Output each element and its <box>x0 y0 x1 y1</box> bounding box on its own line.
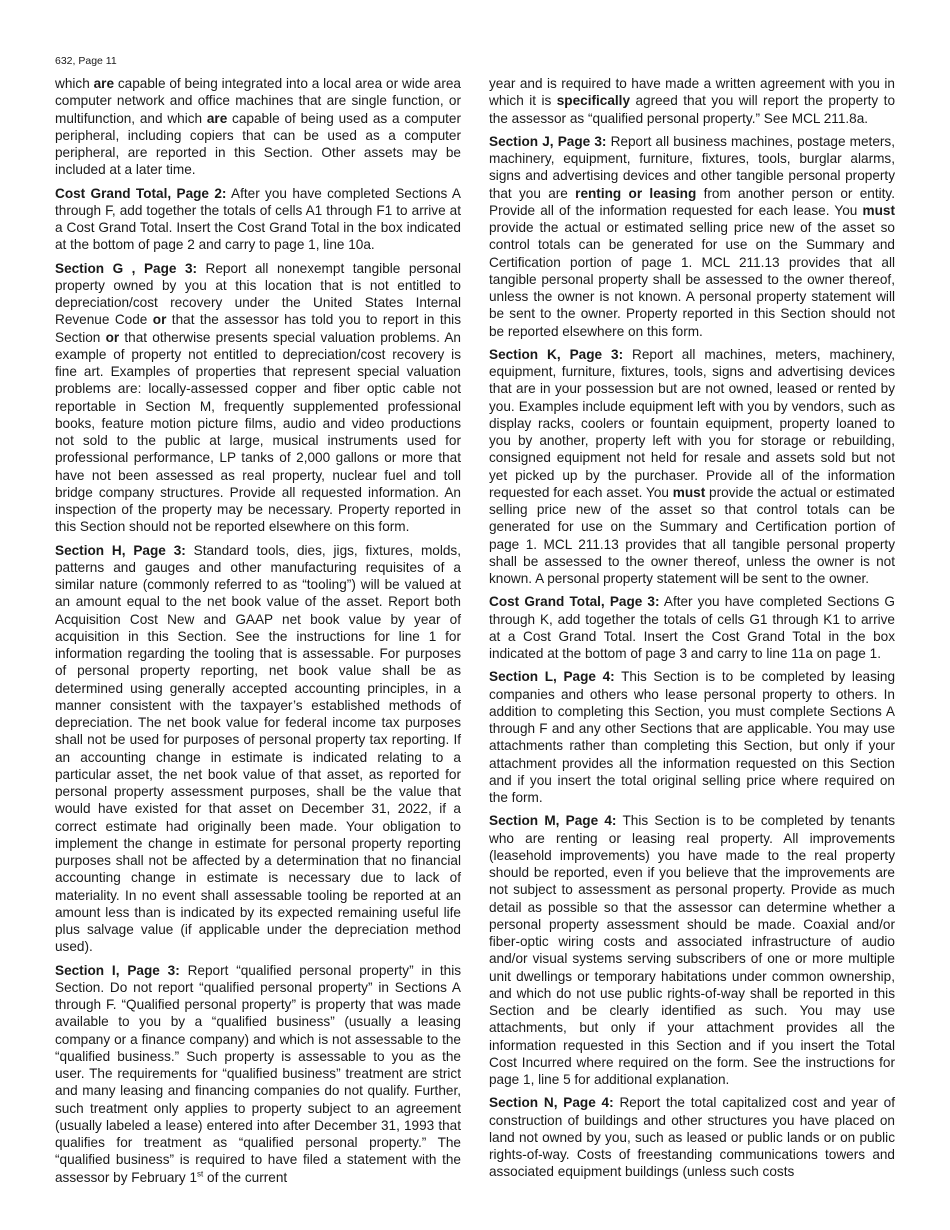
paragraph-section-m: Section M, Page 4: This Section is to be completed by tenants who are renting or leasing real property. All improvements (leasehold improvements) you have made to the real property should be reported, even if you believe that the improvements are not subject to assessment as personal property. Provide as much detail as possible so that the assessor can determine whether a personal property assessment should be made. Coaxial and/or fiber-optic wiring costs and associated infrastructure of audio and/or visual systems serving subscribers of one or more multiple unit dwellings or temporary habitations under common ownership, and which do not use public rights-of-way shall be reported in this Section and be clearly identified as such. You may use attachments, but only if your attachment provides all the information requested in this Section and if you insert the Total Cost Incurred where required on the form. See the instructions for page 1, line 5 for additional explanation. <box>489 813 896 1087</box>
section-heading: Section J, Page 3: <box>489 133 607 149</box>
section-heading: Section I, Page 3: <box>55 962 180 978</box>
section-heading: Cost Grand Total, Page 2: <box>55 185 227 201</box>
paragraph-section-h: Section H, Page 3: Standard tools, dies, jigs, fixtures, molds, patterns and gauges and other manufacturing requisites of a similar nature (commonly referred to as “tooling”) will be valued at an amount equal to the net book value of the asset. Report both Acquisition Cost New and GAAP net book value by year of acquisition in this Section. See the instructions for line 1 for information regarding the tooling that is assessable. For purposes of personal property reporting, net book value shall be as determined using generally accepted accounting principles, in a manner consistent with the taxpayer’s established methods of depreciation. The net book value for federal income tax purposes shall not be used for purposes of personal property tax reporting. If an accounting change in estimate is indicated relating to a particular asset, the net book value of that asset, as reported for personal property assessment purposes, shall be the value that would have existed for that asset on December 31, 2022, if a correct estimate had originally been made. Your obligation to implement the change in estimate for personal property reporting purposes shall not be affected by a determination that no financial accounting change in estimate is necessary due to lack of materiality. In no event shall assessable tooling be reported at an amount less than is indicated by its expected remaining useful life plus salvage value (if applicable under the depreciation method used). <box>55 542 462 955</box>
section-heading: Section H, Page 3: <box>55 542 186 558</box>
section-heading: Section G , Page 3: <box>55 260 198 276</box>
paragraph-peripherals: which are capable of being integrated into a local area or wide area computer network and office machines that are single function, or multifunction, and which are capable of being used as a computer peripheral, including copiers that can be used as a computer peripheral, are reported in this Section. Other assets may be included at a later time. <box>55 76 461 178</box>
paragraph-section-l: Section L, Page 4: This Section is to be completed by leasing companies and others who lease personal property to others. In addition to completing this Section, you must complete Sections A through F and any other Sections that are applicable. You may use attachments rather than completing this Section, but only if your attachment provides all the information requested on this Section and if you insert the total original selling price where required on the form. <box>489 669 896 805</box>
paragraph-cost-grand-total-page-2: Cost Grand Total, Page 2: After you have completed Sections A through F, add together the totals of cells A1 through F1 to arrive at a Cost Grand Total. Insert the Cost Grand Total in the box indicated at the bottom of page 2 and carry to page 1, line 10a. <box>55 185 461 253</box>
section-heading: Section L, Page 4: <box>489 669 615 685</box>
section-heading: Section M, Page 4: <box>489 813 617 829</box>
paragraph-section-j: Section J, Page 3: Report all business machines, postage meters, machinery, equipment, furniture, fixtures, tools, burglar alarms, signs and advertising devices and other tangible personal property that you are renting or leasing from another person or entity. Provide all of the information requested for each lease. You must provide the actual or estimated selling price new of the asset so control totals can be generated for use on the Summary and Certification portion of page 1. MCL 211.13 provides that all tangible personal property shall be assessed to the owner thereof, unless the owner is not known. A personal property statement will be sent to the owner. Property reported in this Section should not be reported elsewhere on this form. <box>489 133 895 339</box>
paragraph-cost-grand-total-page-3: Cost Grand Total, Page 3: After you have completed Sections G through K, add together the totals of cells G1 through K1 to arrive at a Cost Grand Total. Insert the Cost Grand Total in the box indicated at the bottom of page 3 and carry to line 11a on page 1. <box>489 594 895 661</box>
paragraph-section-i-continued: year and is required to have made a written agreement with you in which it is specifically agreed that you will report the property to the assessor as “qualified personal property.” See MCL 211.8a. <box>489 76 896 126</box>
section-heading: Cost Grand Total, Page 3: <box>489 594 660 610</box>
paragraph-section-k: Section K, Page 3: Report all machines, meters, machinery, equipment, furniture, fixtures, tools, signs and advertising devices that are in your possession but are not owned, leased or rented by you. Examples include equipment left with you by vendors, such as display racks, coolers or fountain equipment, property loaned to you by another, property left with you for storage or rebuilding, consigned equipment not held for resale and assets sold but not yet picked up by the purchaser. Provide all of the information requested for each asset. You must provide the actual or estimated selling price new of the asset so that control totals can be generated for use on the Summary and Certification portion of page 1. MCL 211.13 provides that all tangible personal property shall be assessed to the owner thereof, unless the owner is not known. A personal property statement will be sent to the owner. <box>489 346 895 586</box>
left-column <box>55 75 461 1192</box>
page-header: 632, Page 11 <box>55 55 117 67</box>
paragraph-section-g: Section G , Page 3: Report all nonexempt tangible personal property owned by you at this location that is not entitled to depreciation/cost recovery under the United States Internal Revenue Code or that the assessor has told you to report in this Section or that otherwise presents special valuation problems. An example of property not entitled to depreciation/cost recovery is fine art. Examples of properties that represent special valuation problems are: locally-assessed copper and fiber optic cable not reportable in Section M, frequently supplemented professional books, feature motion picture films, audio and video productions not sold to the public at large, musical instruments used for professional performance, LP tanks of 2,000 gallons or more that have not been assessed as real property, nuclear fuel and toll bridge company structures. Provide all requested information. An inspection of the property may be necessary. Property reported in this Section should not be reported elsewhere on this form. <box>55 260 461 535</box>
paragraph-section-n: Section N, Page 4: Report the total capitalized cost and year of construction of buildings and other structures you have placed on land not owned by you, such as leased or public lands or on public rights-of-way. Costs of freestanding communications towers and associated equipment buildings (unless such costs <box>489 1095 896 1180</box>
right-column <box>489 75 895 1187</box>
section-heading: Section N, Page 4: <box>489 1095 614 1111</box>
paragraph-section-i: Section I, Page 3: Report “qualified personal property” in this Section. Do not report “qualified personal property” in Sections A through F. “Qualified personal property” is property that was made available to you by a “qualified business” (usually a leasing company or a finance company) and which is not assessable to the “qualified business.” Such property is assessable to you as the user. The requirements for “qualified business” treatment are strict and many leasing and financing companies do not qualify. Further, such treatment only applies to property subject to an agreement (usually labeled a lease) entered into after December 31, 1993 that qualifies for treatment as “qualified personal property.” The “qualified business” is required to have filed a statement with the assessor by February 1st of the current <box>55 962 462 1185</box>
section-heading: Section K, Page 3: <box>489 346 624 362</box>
